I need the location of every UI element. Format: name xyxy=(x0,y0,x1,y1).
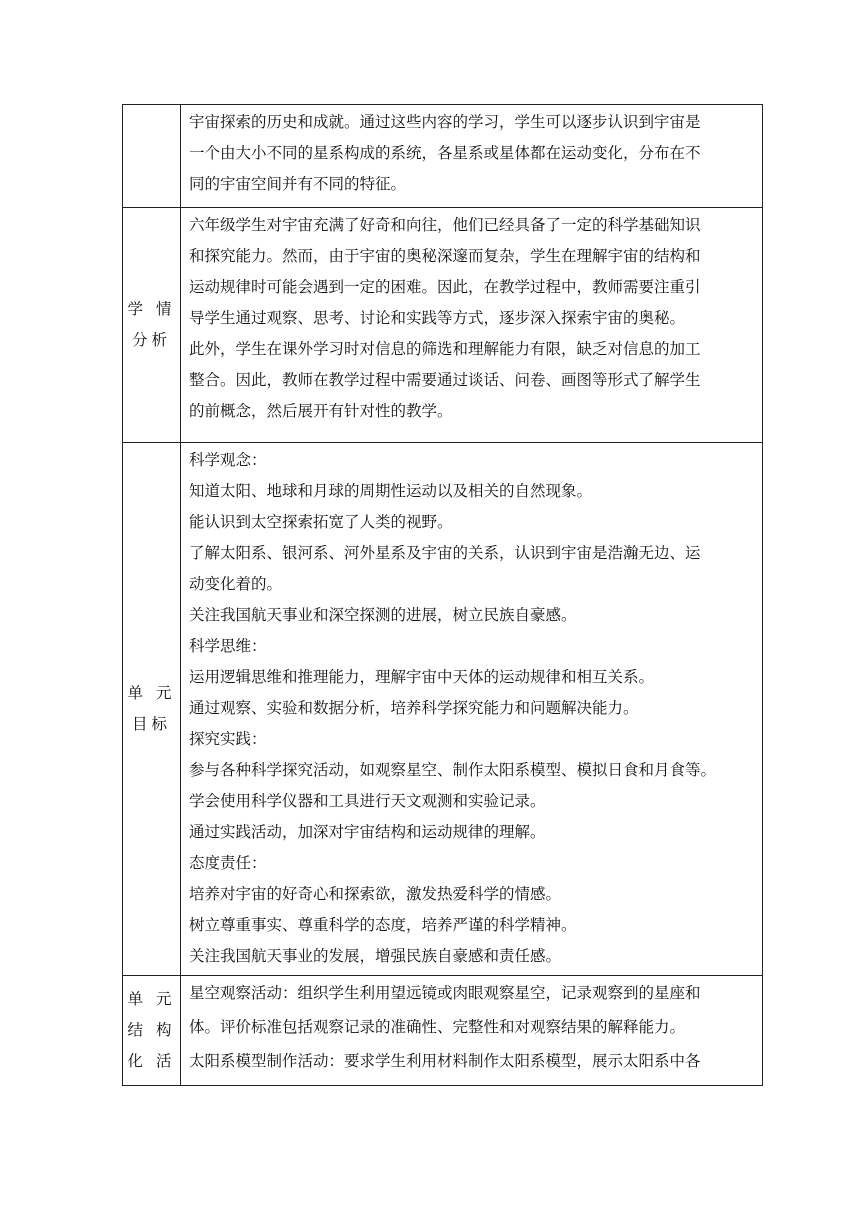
text-line: 一个由大小不同的星系构成的系统，各星系或星体都在运动变化，分布在不 xyxy=(189,144,701,162)
text-line: 培养对宇宙的好奇心和探索欲，激发热爱科学的情感。 xyxy=(189,885,562,903)
text-line: 体。评价标准包括观察记录的准确性、完整性和对观察结果的解释能力。 xyxy=(189,1018,686,1036)
row-content-continuation xyxy=(181,105,763,208)
text-line: 整合。因此，教师在教学过程中需要通过谈话、问卷、画图等形式了解学生 xyxy=(189,371,701,389)
content-block xyxy=(181,105,762,202)
text-line: 能认识到太空探索拓宽了人类的视野。 xyxy=(189,513,453,531)
section-heading: 态度责任： xyxy=(189,854,267,872)
section-heading: 科学观念： xyxy=(189,451,267,469)
content-block xyxy=(181,208,762,429)
text-line: 关注我国航天事业和深空探测的进展，树立民族自豪感。 xyxy=(189,606,577,624)
text-line: 关注我国航天事业的发展，增强民族自豪感和责任感。 xyxy=(189,947,562,965)
table-row-learner-analysis xyxy=(123,208,763,443)
table-row-continuation xyxy=(123,105,763,208)
section-heading: 探究实践： xyxy=(189,730,267,748)
text-line: 同的宇宙空间并有不同的特征。 xyxy=(189,175,407,193)
text-line: 此外，学生在课外学习时对信息的筛选和理解能力有限，缺乏对信息的加工 xyxy=(189,340,701,358)
content-block xyxy=(181,976,762,1082)
label-line: 单 元 xyxy=(127,990,176,1008)
text-line: 的前概念，然后展开有针对性的教学。 xyxy=(189,402,453,420)
text-line: 宇宙探索的历史和成就。通过这些内容的学习，学生可以逐步认识到宇宙是 xyxy=(189,113,701,131)
text-line: 树立尊重事实、尊重科学的态度，培养严谨的科学精神。 xyxy=(189,916,577,934)
text-line: 太阳系模型制作活动：要求学生利用材料制作太阳系模型，展示太阳系中各 xyxy=(189,1052,701,1070)
text-line: 运动规律时可能会遇到一定的困难。因此，在教学过程中，教师需要注重引 xyxy=(189,278,701,296)
table-row-structured-activities xyxy=(123,976,763,1086)
label-line: 目标 xyxy=(131,715,171,733)
section-heading: 科学思维： xyxy=(189,637,267,655)
row-label-learner-analysis xyxy=(123,208,181,443)
text-line: 星空观察活动：组织学生利用望远镜或肉眼观察星空，记录观察到的星座和 xyxy=(189,984,701,1002)
row-label-unit-goals xyxy=(123,443,181,976)
label-line: 分析 xyxy=(131,331,171,349)
row-content-unit-goals xyxy=(181,443,763,976)
row-content-structured-activities xyxy=(181,976,763,1086)
text-line: 运用逻辑思维和推理能力，理解宇宙中天体的运动规律和相互关系。 xyxy=(189,668,655,686)
text-line: 参与各种科学探究活动，如观察星空、制作太阳系模型、模拟日食和月食等。 xyxy=(189,761,717,779)
row-label-empty xyxy=(123,105,181,208)
label-line: 单 元 xyxy=(127,684,176,702)
text-line: 通过实践活动，加深对宇宙结构和运动规律的理解。 xyxy=(189,823,546,841)
text-line: 通过观察、实验和数据分析，培养科学探究能力和问题解决能力。 xyxy=(189,699,639,717)
text-line: 和探究能力。然而，由于宇宙的奥秘深邃而复杂，学生在理解宇宙的结构和 xyxy=(189,247,701,265)
row-label-structured-activities xyxy=(123,976,181,1086)
label-line: 结 构 xyxy=(127,1021,176,1039)
label-line: 学 情 xyxy=(127,300,176,318)
content-block xyxy=(181,443,762,974)
table-row-unit-goals xyxy=(123,443,763,976)
row-content-learner-analysis xyxy=(181,208,763,443)
label-line: 化 活 xyxy=(127,1052,176,1070)
text-line: 动变化着的。 xyxy=(189,575,283,593)
text-line: 知道太阳、地球和月球的周期性运动以及相关的自然现象。 xyxy=(189,482,593,500)
text-line: 了解太阳系、银河系、河外星系及宇宙的关系，认识到宇宙是浩瀚无边、运 xyxy=(189,544,701,562)
text-line: 六年级学生对宇宙充满了好奇和向往，他们已经具备了一定的科学基础知识 xyxy=(189,216,701,234)
text-line: 学会使用科学仪器和工具进行天文观测和实验记录。 xyxy=(189,792,546,810)
lesson-plan-table xyxy=(122,104,763,1086)
text-line: 导学生通过观察、思考、讨论和实践等方式，逐步深入探索宇宙的奥秘。 xyxy=(189,309,686,327)
